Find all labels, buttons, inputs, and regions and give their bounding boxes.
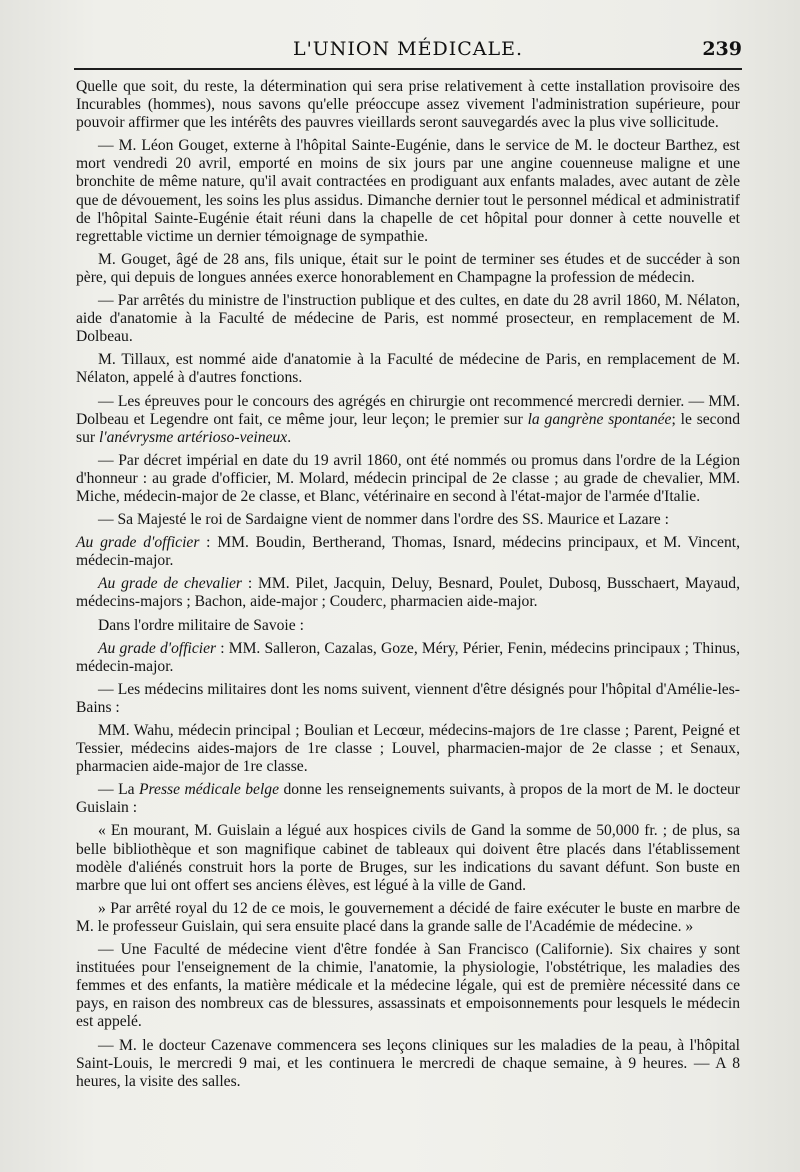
knight-names: : MM. Pilet, Jacquin, Deluy, Besnard, Poulet, Dubosq, Busschaert, Mayaud, médecins-majors ; Bachon, aide-major ; Couderc, pharmacien aide-major. bbox=[76, 575, 740, 611]
paragraph-sardinia-orders: — Sa Majesté le roi de Sardaigne vient de nommer dans l'ordre des SS. Maurice et Lazare : bbox=[98, 511, 669, 529]
paragraph-gouget-death: — M. Léon Gouget, externe à l'hôpital Sainte-Eugénie, dans le service de M. le docteur Barthez, est mort vendredi 20 avril, emporté en moins de six jours par une angine couenneuse maligne et une bronchite de même nature, qu'il avait contractées en prodiguant aux enfants malades, avec autant de zèle que de dévouement, les soins les plus assidus. Dimanche dernier tout le personnel médical et administratif de l'hôpital Sainte-Eugénie était réuni dans la chapelle de cet hôpital pour donner à cette nouvelle et regrettable victime un dernier témoignage de sympathie. bbox=[76, 137, 740, 245]
header-rule bbox=[74, 68, 742, 70]
paragraph-presse-belge bbox=[76, 781, 740, 817]
running-title: L'UNION MÉDICALE. bbox=[292, 38, 524, 60]
paragraph-incurables: Quelle que soit, du reste, la détermination qui sera prise relativement à cette installation provisoire des Incurables (hommes), nous savons qu'elle préoccupe assez vivement l'administration supérieure, pour pouvoir affirmer que les intérêts des pauvres vieillards seront sauvegardés avec la plus vive sollicitude. bbox=[76, 78, 740, 132]
presse-text-after: donne les renseignements suivants, à propos de la mort de M. le docteur Guislain : bbox=[76, 781, 741, 817]
page-header bbox=[74, 34, 742, 62]
paragraph-tillaux-appointment: M. Tillaux, est nommé aide d'anatomie à la Faculté de médecine de Paris, en remplacement de M. Nélaton, appelé à d'autres fonctions. bbox=[76, 351, 740, 387]
paragraph-knights-list bbox=[76, 575, 740, 611]
page-number: 239 bbox=[702, 38, 742, 60]
paragraph-cazenave-lessons: — M. le docteur Cazenave commencera ses leçons cliniques sur les maladies de la peau, à l'hôpital Saint-Louis, le mercredi 9 mai, et les continuera le mercredi de chaque semaine, à 9 heures. — A 8 heures, la visite des salles. bbox=[76, 1036, 740, 1090]
agregation-text-after: . bbox=[287, 428, 292, 446]
paragraph-amelie-staff: MM. Wahu, médecin principal ; Boulian et Lecœur, médecins-majors de 1re classe ; Parent, Peigné et Tessier, médecins aides-majors de 1re classe ; Louvel, pharmacien-major de 2e classe ; et Senaux, pharmacien aide-major de 1re classe. bbox=[76, 722, 740, 776]
paragraph-savoy-order: Dans l'ordre militaire de Savoie : bbox=[98, 616, 304, 634]
agregation-topic-2: l'anévrysme artérioso-veineux bbox=[98, 428, 288, 446]
article-body bbox=[76, 78, 740, 1096]
savoy-grade-label: Au grade d'officier bbox=[98, 639, 217, 657]
presse-title: Presse médicale belge bbox=[139, 781, 280, 799]
paragraph-agregation-exams bbox=[76, 393, 740, 447]
agregation-topic-1: la gangrène spontanée bbox=[527, 410, 672, 428]
paragraph-officers-list bbox=[76, 534, 740, 570]
agregation-text-middle: ; le second sur bbox=[76, 410, 740, 446]
agregation-text-before: — Les épreuves pour le concours des agrégés en chirurgie ont recommencé mercredi dernier. — MM. Dolbeau et Legendre ont fait, ce même jour, leur leçon; le premier sur bbox=[76, 392, 740, 428]
paragraph-nelaton-appointment: — Par arrêtés du ministre de l'instruction publique et des cultes, en date du 28 avril 1860, M. Nélaton, aide d'anatomie à la Faculté de médecine de Paris, est nommé prosecteur, en remplacement de M. Dolbeau. bbox=[76, 292, 740, 346]
paragraph-savoy-officers bbox=[76, 640, 740, 676]
paragraph-guislain-legacy: « En mourant, M. Guislain a légué aux hospices civils de Gand la somme de 50,000 fr. ; de plus, sa belle bibliothèque et son magnifique cabinet de tableaux qui doivent être placés dans l'établissement modèle d'aliénés construit hors la porte de Bruges, sur les indications du savant défunt. Son buste en marbre que lui ont offert ses anciens élèves, est légué à la ville de Gand. bbox=[76, 822, 740, 894]
officer-grade-label: Au grade d'officier bbox=[76, 534, 200, 552]
savoy-officer-names: : MM. Salleron, Cazalas, Goze, Méry, Périer, Fenin, médecins principaux ; Thinus, médecin-major. bbox=[76, 639, 741, 675]
paragraph-guislain-bust: » Par arrêté royal du 12 de ce mois, le gouvernement a décidé de faire exécuter le buste en marbre de M. le professeur Guislain, qui sera ensuite placé dans la grande salle de l'Académie de médecine. » bbox=[76, 899, 740, 935]
presse-text-before: — La bbox=[98, 781, 140, 799]
paragraph-san-francisco: — Une Faculté de médecine vient d'être fondée à San Francisco (Californie). Six chaires y sont instituées pour l'enseignement de la chimie, l'anatomie, la physiologie, l'obstétrique, les maladies des femmes et des enfants, la matière médicale et la médecine légale, qui est de première nécessité dans ce pays, en raison des nombreux cas de blessures, assassinats et empoisonnements pour lesquels le médecin est appelé. bbox=[76, 941, 740, 1031]
paragraph-legion-honneur: — Par décret impérial en date du 19 avril 1860, ont été nommés ou promus dans l'ordre de la Légion d'honneur : au grade d'officier, M. Molard, médecin principal de 2e classe ; au grade de chevalier, MM. Miche, médecin-major de 2e classe, et Blanc, vétérinaire en second à l'état-major de l'armée d'Italie. bbox=[76, 451, 740, 505]
paragraph-gouget-biography: M. Gouget, âgé de 28 ans, fils unique, était sur le point de terminer ses études et de succéder à son père, qui depuis de longues années exerce honorablement en Champagne la profession de médecin. bbox=[76, 250, 740, 286]
knight-grade-label: Au grade de chevalier bbox=[98, 575, 242, 593]
paragraph-amelie-les-bains: — Les médecins militaires dont les noms suivent, viennent d'être désignés pour l'hôpital d'Amélie-les-Bains : bbox=[76, 680, 740, 716]
officer-names: : MM. Boudin, Bertherand, Thomas, Isnard, médecins principaux, et M. Vincent, médecin-major. bbox=[76, 534, 741, 570]
